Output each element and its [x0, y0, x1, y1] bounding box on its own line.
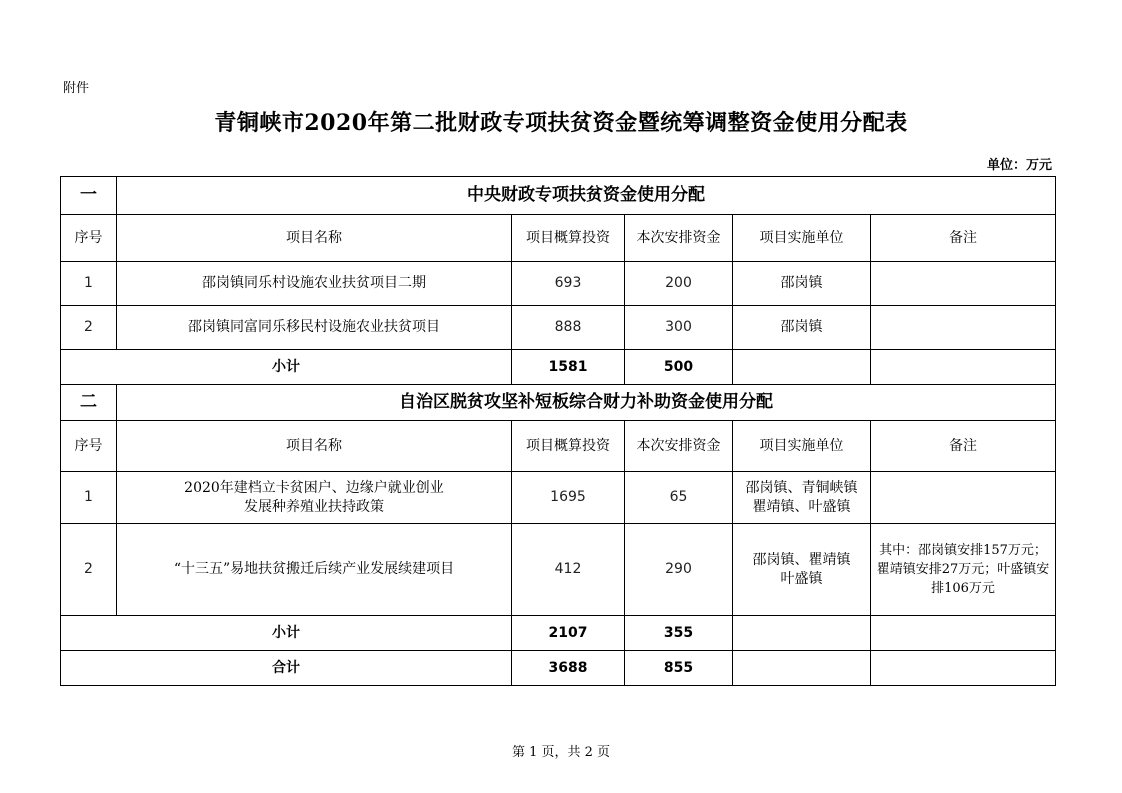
subtotal-row — [61, 616, 1056, 651]
row-unit: 邵岗镇、瞿靖镇 叶盛镇 — [733, 524, 871, 616]
table-row — [61, 472, 1056, 524]
col-header-note: 备注 — [871, 215, 1056, 262]
col-header-note: 备注 — [871, 421, 1056, 472]
page-title: 青铜峡市2020年第二批财政专项扶贫资金暨统筹调整资金使用分配表 — [214, 110, 908, 136]
section2-header-row — [61, 385, 1056, 421]
row-budget: 412 — [512, 524, 625, 616]
row-note — [871, 306, 1056, 350]
row-note — [871, 262, 1056, 306]
subtotal-budget: 2107 — [512, 616, 625, 651]
subtotal-unit — [733, 350, 871, 385]
col-header-name: 项目名称 — [117, 215, 512, 262]
col-header-budget: 项目概算投资 — [512, 421, 625, 472]
row-unit: 邵岗镇、青铜峡镇 瞿靖镇、叶盛镇 — [733, 472, 871, 524]
row-budget: 693 — [512, 262, 625, 306]
col-header-name: 项目名称 — [117, 421, 512, 472]
subtotal-alloc: 500 — [625, 350, 733, 385]
col-header-alloc: 本次安排资金 — [625, 215, 733, 262]
total-budget: 3688 — [512, 651, 625, 686]
row-name: 2020年建档立卡贫困户、边缘户就业创业 发展种养殖业扶持政策 — [117, 472, 512, 524]
row-no: 2 — [61, 524, 117, 616]
col-header-unit: 项目实施单位 — [733, 421, 871, 472]
section2-title: 自治区脱贫攻坚补短板综合财力补助资金使用分配 — [117, 385, 1056, 421]
table-row — [61, 306, 1056, 350]
table-row — [61, 524, 1056, 616]
section1-header-row — [61, 177, 1056, 215]
row-no: 1 — [61, 472, 117, 524]
row-note: 其中：邵岗镇安排157万元；瞿靖镇安排27万元；叶盛镇安排106万元 — [871, 524, 1056, 616]
subtotal-row — [61, 350, 1056, 385]
col-header-no: 序号 — [61, 421, 117, 472]
section1-index: 一 — [61, 177, 117, 215]
total-label: 合计 — [61, 651, 512, 686]
section2-index: 二 — [61, 385, 117, 421]
row-alloc: 300 — [625, 306, 733, 350]
row-no: 1 — [61, 262, 117, 306]
attachment-label: 附件 — [63, 81, 90, 96]
subtotal-note — [871, 616, 1056, 651]
allocation-table — [60, 176, 1056, 686]
col-header-alloc: 本次安排资金 — [625, 421, 733, 472]
total-row — [61, 651, 1056, 686]
subtotal-unit — [733, 616, 871, 651]
unit-label: 单位：万元 — [986, 158, 1052, 173]
row-budget: 1695 — [512, 472, 625, 524]
row-note — [871, 472, 1056, 524]
total-unit — [733, 651, 871, 686]
row-unit: 邵岗镇 — [733, 306, 871, 350]
col-header-budget: 项目概算投资 — [512, 215, 625, 262]
row-name: 邵岗镇同富同乐移民村设施农业扶贫项目 — [117, 306, 512, 350]
row-alloc: 290 — [625, 524, 733, 616]
column-header-row-2 — [61, 421, 1056, 472]
subtotal-label: 小计 — [61, 616, 512, 651]
row-alloc: 65 — [625, 472, 733, 524]
column-header-row-1 — [61, 215, 1056, 262]
row-name: 邵岗镇同乐村设施农业扶贫项目二期 — [117, 262, 512, 306]
col-header-unit: 项目实施单位 — [733, 215, 871, 262]
row-name: “十三五”易地扶贫搬迁后续产业发展续建项目 — [117, 524, 512, 616]
row-alloc: 200 — [625, 262, 733, 306]
subtotal-note — [871, 350, 1056, 385]
subtotal-budget: 1581 — [512, 350, 625, 385]
subtotal-alloc: 355 — [625, 616, 733, 651]
table-row — [61, 262, 1056, 306]
row-no: 2 — [61, 306, 117, 350]
col-header-no: 序号 — [61, 215, 117, 262]
section1-title: 中央财政专项扶贫资金使用分配 — [117, 177, 1056, 215]
row-unit: 邵岗镇 — [733, 262, 871, 306]
subtotal-label: 小计 — [61, 350, 512, 385]
total-alloc: 855 — [625, 651, 733, 686]
page-footer: 第 1 页，共 2 页 — [511, 745, 611, 760]
total-note — [871, 651, 1056, 686]
row-budget: 888 — [512, 306, 625, 350]
